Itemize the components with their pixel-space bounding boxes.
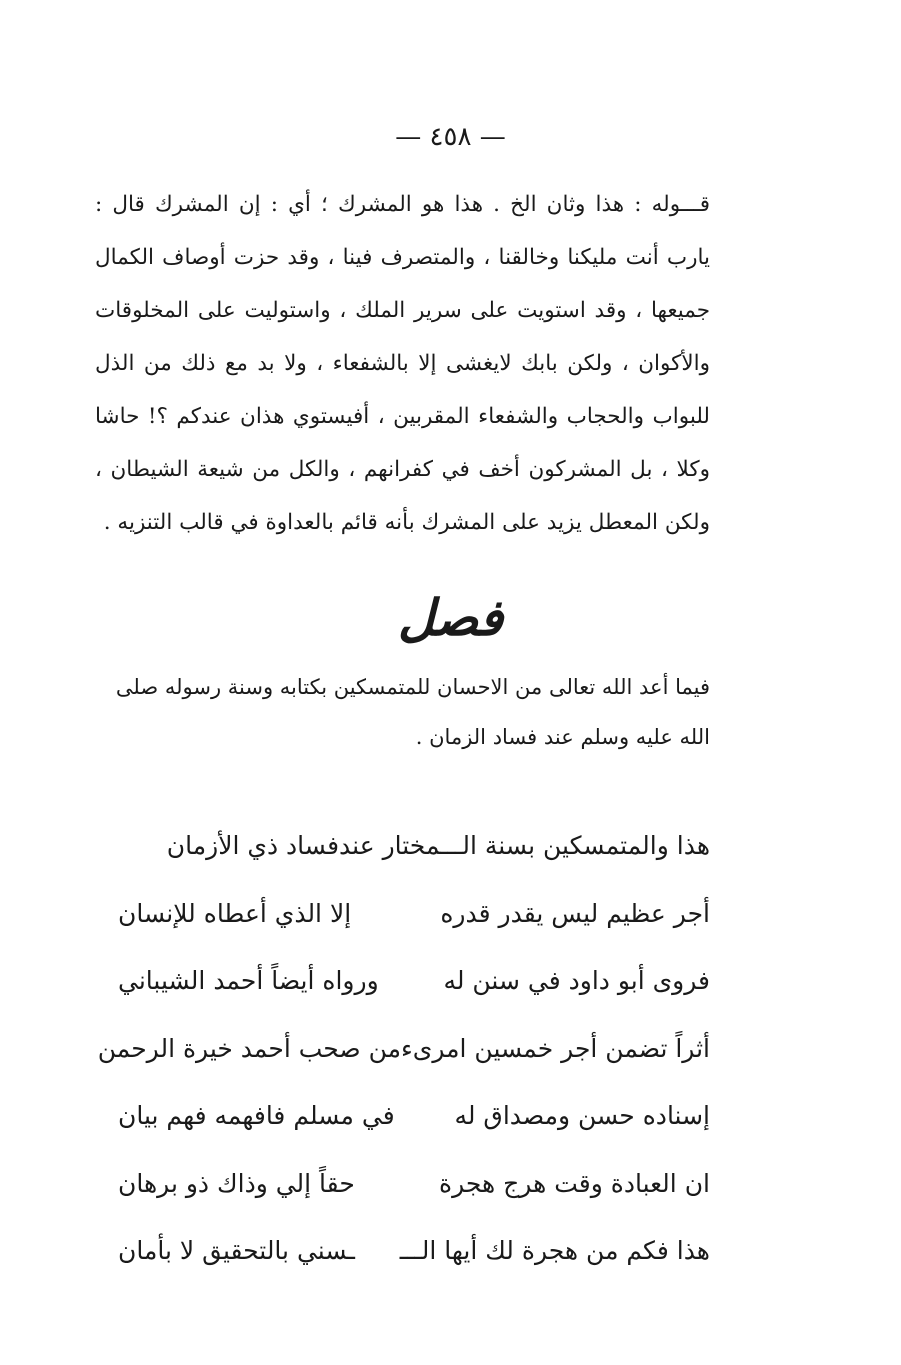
section-intro-text: فيما أعد الله تعالى من الاحسان للمتمسكين بكتابه وسنة رسوله صلى الله عليه وسلم عند فساد الزمان .: [115, 675, 710, 749]
first-hemistich: فروى أبو داود في سنن له: [443, 966, 710, 996]
section-heading: فصل: [397, 588, 504, 647]
second-hemistich: ـسني بالتحقيق لا بأمان: [118, 1236, 355, 1266]
section-intro: [95, 662, 710, 762]
second-hemistich: من صحب أحمد خيرة الرحمن: [97, 1033, 402, 1063]
second-hemistich: إلا الذي أعطاه للإنسان: [118, 898, 352, 928]
poem: [97, 812, 710, 1285]
page-number: — ٤٥٨ —: [395, 122, 506, 152]
commentary-text: قـــوله : هذا وثان الخ . هذا هو المشرك ؛ أي : إن المشرك قال : يارب أنت مليكنا وخالقنا ، والمتصرف فينا ، وقد حزت أوصاف الكمال جميعها ، وقد استويت على سرير الملك ، واستوليت على المخلوقات والأكوان ، ولكن بابك لايغشى إلا بالشفعاء ، ولا بد مع ذلك من الذل للبواب والحجاب والشفعاء المقربين ، أفيستوي هذان عندكم ؟! حاشا وكلا ، بل المشركون أخف في كفرانهم ، والكل من شيعة الشيطان ، ولكن المعطل يزيد على المشرك بأنه قائم بالعداوة في قالب التنزيه .: [95, 192, 710, 535]
verse-line: [118, 1150, 710, 1218]
second-hemistich: في مسلم فافهمه فهم بيان: [118, 1101, 395, 1131]
verse-line: [118, 880, 710, 948]
verse-full-line: هذا والمتمسكين بسنة الـــمختار عندفساد ذي الأزمان: [166, 831, 710, 861]
first-hemistich: أثراً تضمن أجر خمسين امرىء: [401, 1033, 710, 1063]
verse-line: [118, 812, 710, 880]
commentary-paragraph: [95, 178, 710, 549]
verse-line: [118, 1082, 710, 1150]
verse-line: [118, 947, 710, 1015]
first-hemistich: إسناده حسن ومصداق له: [454, 1101, 710, 1131]
second-hemistich: حقاً إلي وذاك ذو برهان: [118, 1168, 355, 1198]
verse-line: [97, 1015, 710, 1083]
first-hemistich: هذا فكم من هجرة لك أيها الـــ: [399, 1236, 710, 1266]
first-hemistich: أجر عظيم ليس يقدر قدره: [440, 898, 710, 928]
verse-line: [118, 1217, 710, 1285]
second-hemistich: ورواه أيضاً أحمد الشيباني: [118, 966, 379, 996]
first-hemistich: ان العبادة وقت هرج هجرة: [438, 1168, 710, 1198]
